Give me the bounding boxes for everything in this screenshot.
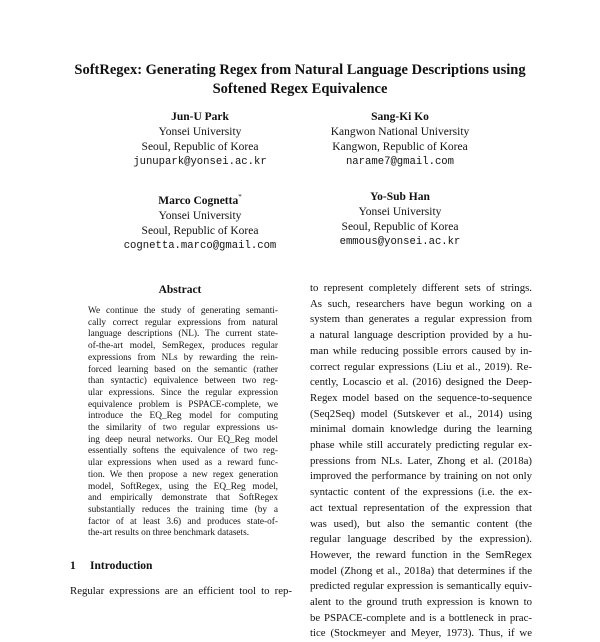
section-number: 1 — [70, 560, 76, 572]
author-location: Seoul, Republic of Korea — [141, 224, 259, 237]
section-heading — [70, 560, 152, 572]
text-line: Regular expressions are an efficient tool to rep- — [70, 585, 292, 597]
author-location: Kangwon, Republic of Korea — [332, 141, 468, 153]
text-line: factor of at least 3.6) and produces state-of- — [88, 516, 278, 527]
text-line: ular expressions. Since the regular expression — [88, 387, 278, 398]
text-line: language descriptions (NL). The current state- — [88, 329, 278, 340]
abstract-body — [88, 306, 278, 540]
author-email: emmous@yonsei.ac.kr — [339, 236, 461, 248]
text-line: phase while still accurately predicting regular ex- — [310, 439, 532, 452]
text-line: tice (Stockmeyer and Meyer, 1973). Thus, if we — [310, 627, 532, 640]
text-line: system than generates a regular expression from — [310, 313, 532, 326]
author-name-line — [100, 190, 300, 209]
text-line: of-the-art model, SemRegex, produces regular — [88, 341, 278, 352]
author-affiliation: Yonsei University — [358, 206, 442, 218]
text-line: model, SoftRegex, using the EQ_Reg model, — [88, 481, 278, 492]
author-name: Jun-U Park — [171, 111, 229, 123]
text-line: cently, Locascio et al. (2016) designed the Deep- — [310, 376, 532, 389]
text-line: be PSPACE-complete and is a bottleneck in prac- — [310, 611, 532, 624]
author-location: Seoul, Republic of Korea — [141, 141, 259, 153]
text-line: and empirically demonstrate that SoftRegex — [88, 493, 278, 504]
text-line: forced learning based on the semantic (rather — [88, 364, 278, 375]
text-line: introduce the EQ_Reg model for computing — [88, 411, 278, 422]
author-block-4 — [300, 190, 500, 250]
section-title: Introduction — [90, 560, 153, 572]
text-line: man while reducing possible errors caused by in- — [310, 344, 532, 357]
author-email: junupark@yonsei.ac.kr — [133, 156, 267, 168]
text-line: ing deep neural networks. Our EQ_Reg model — [88, 434, 278, 445]
text-line: We continue the study of generating semanti- — [88, 306, 278, 316]
text-line: tion. We then propose a new regex generation — [88, 469, 278, 480]
text-line: was used), but also the semantic content (the — [310, 517, 532, 530]
author-location: Seoul, Republic of Korea — [341, 221, 459, 233]
text-line: cally correct regular expressions from natural — [88, 317, 278, 328]
text-line: to represent completely different sets of strings. — [310, 282, 532, 294]
text-line: predicted regular expression is semantically equiv- — [310, 580, 532, 593]
author-name: Sang-Ki Ko — [371, 111, 429, 123]
text-line: substantially reduces the training time (by a — [88, 504, 278, 515]
text-line: improved the performance by training on not only — [310, 470, 532, 483]
text-line: act textual representation of the expression that — [310, 501, 532, 514]
abstract-heading: Abstract — [158, 284, 202, 296]
text-line: (Seq2Seq) model (Sutskever et al., 2014) using — [310, 407, 532, 420]
text-line: ular expressions when used as a reward func- — [88, 458, 278, 469]
text-line: model (Zhong et al., 2018a) that determines if the — [310, 564, 532, 577]
intro-paragraph — [70, 584, 292, 600]
text-line: minimal domain knowledge during the learning — [310, 423, 532, 436]
text-line: the-art results on three benchmark datasets. — [88, 528, 250, 539]
author-name: Yo-Sub Han — [370, 191, 430, 203]
paper-title-line-1: SoftRegex: Generating Regex from Natural Language Descriptions using — [74, 62, 526, 78]
right-column-paragraph — [310, 281, 532, 642]
author-affiliation: Yonsei University — [158, 126, 242, 138]
text-line: Regex model based on the sequence-to-sequence — [310, 391, 532, 404]
paper-title — [40, 61, 560, 99]
text-line: expressions from NLs by rewarding the rein- — [88, 352, 278, 363]
text-line: a natural language description provided by a hu- — [310, 329, 532, 342]
author-email: narame7@gmail.com — [345, 156, 455, 168]
text-line: However, the reward function in the SemRegex — [310, 548, 532, 561]
text-line: syntactic content of the expressions (i.e. the ex- — [310, 486, 532, 499]
text-line: pressions from NLs. Later, Zhong et al. (2018a) — [310, 454, 532, 467]
text-line: alent to the ground truth expression is known to — [310, 596, 532, 609]
author-name: Marco Cognetta — [158, 194, 239, 207]
paper-title-line-2: Softened Regex Equivalence — [212, 81, 388, 97]
author-block-2 — [300, 110, 500, 170]
author-email: cognetta.marco@gmail.com — [123, 239, 277, 252]
text-line: than syntactic) equivalence between two reg- — [88, 376, 278, 387]
author-block-1 — [100, 110, 300, 170]
author-block-3 — [100, 190, 300, 254]
author-affiliation: Kangwon National University — [330, 126, 470, 138]
text-line: equivalence problem is PSPACE-complete, we — [88, 399, 278, 410]
text-line: essentially softens the equivalence of two reg- — [88, 446, 278, 457]
text-line: regular language described by the expression). — [310, 533, 532, 546]
text-line: correct regular expressions (Liu et al., 2019). Re- — [310, 360, 532, 373]
author-footnote-mark: * — [238, 193, 242, 201]
text-line: the similarity of two regular expressions us- — [88, 423, 278, 434]
text-line: As such, researchers have begun working on a — [310, 297, 532, 310]
author-affiliation: Yonsei University — [158, 209, 242, 222]
